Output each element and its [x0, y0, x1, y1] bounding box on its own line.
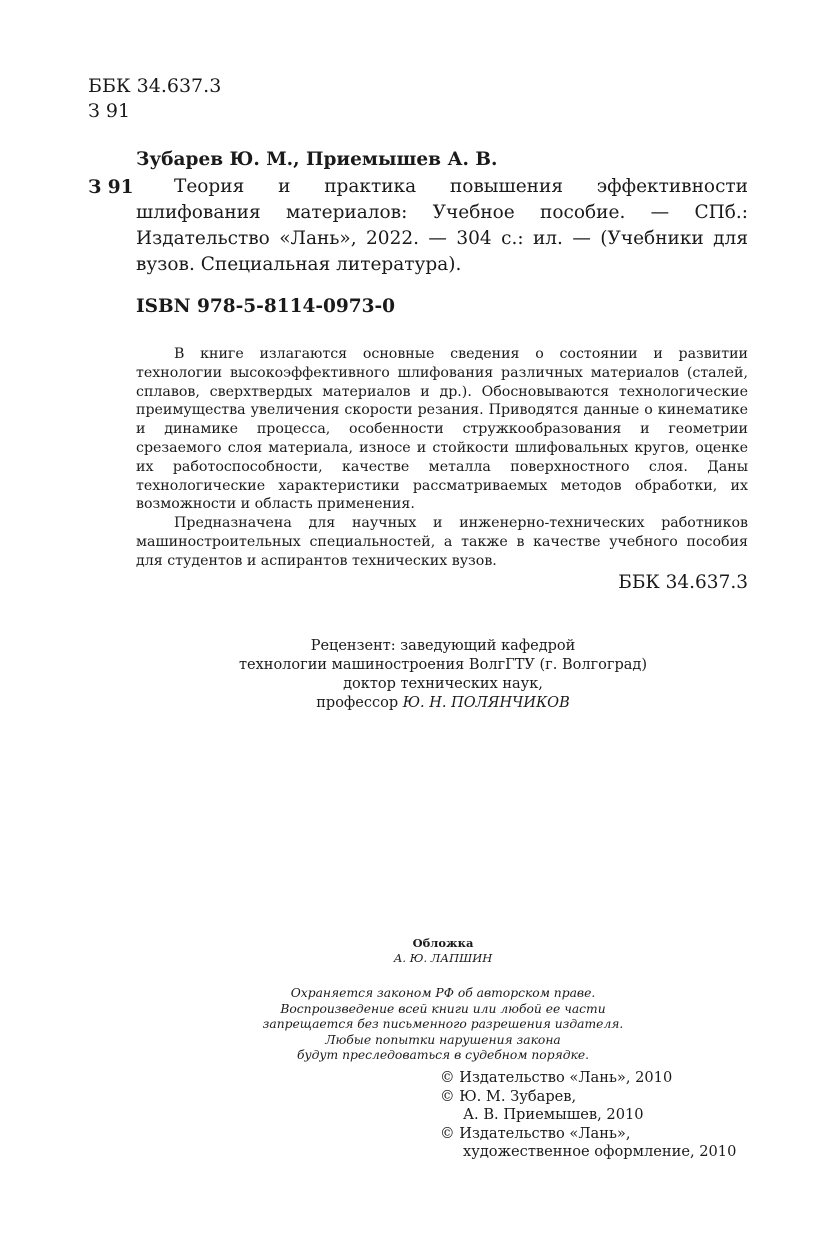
- isbn: ISBN 978-5-8114-0973-0: [136, 296, 396, 317]
- cover-credit: [0, 936, 826, 966]
- cover-label: Обложка: [412, 936, 474, 950]
- copyright-line: © Ю. М. Зубарев,: [440, 1087, 577, 1105]
- annotation-paragraph: Предназначена для научных и инженерно-технических работников машиностроительных специальностей, а также в качестве учебного пособия для студентов и аспирантов технических вузов.: [136, 515, 748, 569]
- reviewer-block: [0, 637, 826, 713]
- bbk-code-top: ББК 34.637.3: [88, 75, 222, 97]
- author-line: Зубарев Ю. М., Приемышев А. В.: [136, 149, 498, 170]
- legal-line: запрещается без письменного разрешения издателя.: [262, 1017, 624, 1032]
- reviewer-line: Рецензент: заведующий кафедрой: [310, 638, 576, 654]
- copyright-notice: [0, 986, 826, 1064]
- author-mark-top: З 91: [88, 100, 131, 122]
- author-mark: З 91: [88, 177, 134, 198]
- legal-line: Воспроизведение всей книги или любой ее части: [280, 1001, 606, 1016]
- bbk-code-bottom: ББК 34.637.3: [618, 572, 748, 593]
- copyright-line: художественное оформление, 2010: [463, 1143, 737, 1160]
- bibliographic-description: Теория и практика повышения эффективности шлифования материалов: Учебное пособие. — СПб.: Издательство «Лань», 2022. — 304 с.: ил. — (Учебники для вузов. Специальная литература).: [136, 176, 748, 275]
- copyright-line: © Издательство «Лань», 2010: [440, 1069, 673, 1086]
- copyright-line: © Издательство «Лань»,: [440, 1124, 631, 1142]
- bbk-header: [88, 74, 221, 124]
- reviewer-name: Ю. Н. ПОЛЯНЧИКОВ: [402, 695, 570, 711]
- cover-artist: А. Ю. ЛАПШИН: [393, 951, 493, 965]
- legal-line: Любые попытки нарушения закона: [325, 1032, 561, 1047]
- annotation-paragraph: В книге излагаются основные сведения о состоянии и развитии технологии высокоэффективного шлифования различных материалов (сталей, сплавов, сверхтвердых материалов и др.). Обосновываются технологические преимущества увеличения скорости резания. Приводятся данные о кинематике и динамике процесса, особенности стружкообразования и геометрии срезаемого слоя материала, износе и стойкости шлифовальных кругов, оценке их работоспособности, качестве металла поверхностного слоя. Даны технологические характеристики рассматриваемых методов обработки, их возможности и область применения.: [136, 346, 748, 513]
- reviewer-line: технологии машиностроения ВолгГТУ (г. Волгоград): [239, 657, 647, 673]
- annotation: [136, 345, 748, 571]
- reviewer-line: [0, 694, 826, 713]
- copyright-line: А. В. Приемышев, 2010: [463, 1106, 644, 1123]
- reviewer-line: доктор технических наук,: [343, 676, 543, 692]
- reviewer-title: профессор: [316, 695, 399, 711]
- legal-line: будут преследоваться в судебном порядке.: [296, 1048, 590, 1063]
- legal-line: Охраняется законом РФ об авторском праве.: [290, 986, 596, 1000]
- copyright-block: [440, 1069, 736, 1162]
